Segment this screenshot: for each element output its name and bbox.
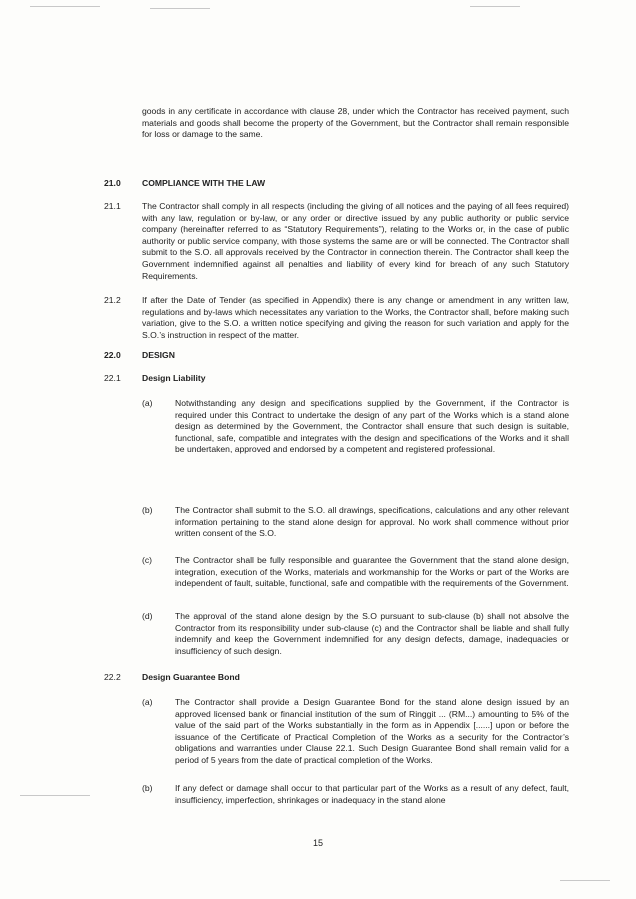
section-number: 21.0	[104, 178, 121, 188]
clause-number: 22.1	[104, 373, 121, 383]
page-number: 15	[312, 838, 323, 848]
clause-text: If after the Date of Tender (as specified in Appendix) there is any change or amendment in any written law, regulations and by-laws which necessitates any variation to the Works, the Contractor shall, before making such variation, give to the S.O. a written notice specifying and giving the reason for such variation and apply for the S.O.’s instruction in respect of the matter.	[142, 295, 569, 340]
item-label: (d)	[142, 611, 153, 621]
section-number: 22.0	[104, 350, 121, 360]
intro-paragraph: goods in any certificate in accordance with clause 28, under which the Contractor has received payment, such materials and goods shall become the property of the Government, but the Contractor shall remain responsible for loss or damage to the same.	[142, 106, 569, 140]
item-text: The Contractor shall submit to the S.O. all drawings, specifications, calculations and any other relevant information pertaining to the stand alone design for approval. No work shall commence without prior written consent of the S.O.	[175, 505, 569, 539]
item-text: The approval of the stand alone design by the S.O pursuant to sub-clause (b) shall not absolve the Contractor from its responsibility under sub-clause (c) and the Contractor shall be liable and shall fully indemnify and keep the Government indemnified for any design defects, damage, inadequacies or insufficiency of such design.	[175, 611, 569, 656]
clause-text: The Contractor shall comply in all respects (including the giving of all notices and the paying of all fees required) with any law, regulation or by-law, or any order or directive issued by any public authority or public service company (hereinafter referred to as “Statutory Requirements”), relating to the Works or, in the case of public authority or public service company, with those systems the same are or will be connected. The Contractor shall submit to the S.O. all approvals received by the Contractor in connection therein. The Contractor shall keep the Government indemnified against all penalties and liability of every kind for breach of any such Statutory Requirements.	[142, 201, 569, 281]
clause-number: 22.2	[104, 672, 121, 682]
scan-mark	[20, 795, 90, 796]
item-text: If any defect or damage shall occur to that particular part of the Works as a result of any defect, fault, insufficiency, imperfection, shrinkages or inadequacy in the stand alone	[175, 783, 569, 805]
scan-mark	[150, 8, 210, 9]
clause-number: 21.2	[104, 295, 121, 305]
scan-mark	[30, 6, 100, 7]
item-label: (a)	[142, 697, 153, 707]
clause-title: Design Liability	[142, 373, 206, 383]
clause-title: Design Guarantee Bond	[142, 672, 240, 682]
item-text: Notwithstanding any design and specifications supplied by the Government, if the Contractor is required under this Contract to undertake the design of any part of the Works which is a stand alone design as determined by the Government, the Contractor shall ensure that such design is suitable, functional, safe, compatible and integrates with the design and specifications of the Works and it shall be undertaken, approved and endorsed by a competent and registered professional.	[175, 398, 569, 455]
item-text: The Contractor shall provide a Design Guarantee Bond for the stand alone design issued by an approved licensed bank or financial institution of the sum of Ringgit ... (RM...) amounting to 5% of the value of the said part of the Works substantially in the form as in Appendix [......] upon or before the issuance of the Certificate of Practical Completion of the Works as a security for the Contractor’s obligations and warranties under Clause 22.1. Such Design Guarantee Bond shall remain valid for a period of 5 years from the date of practical completion of the Works.	[175, 697, 569, 765]
clause-number: 21.1	[104, 201, 121, 211]
section-title: DESIGN	[142, 350, 175, 360]
item-text: The Contractor shall be fully responsible and guarantee the Government that the stand alone design, integration, execution of the Works, materials and workmanship for the Works or part of the Works are independent of fault, suitable, functional, safe and compatible with the requirements of the Government.	[175, 555, 569, 589]
scan-mark	[560, 880, 610, 881]
section-title: COMPLIANCE WITH THE LAW	[142, 178, 266, 188]
item-label: (a)	[142, 398, 153, 408]
scan-mark	[470, 6, 520, 7]
item-label: (b)	[142, 505, 153, 515]
item-label: (c)	[142, 555, 153, 565]
item-label: (b)	[142, 783, 153, 793]
